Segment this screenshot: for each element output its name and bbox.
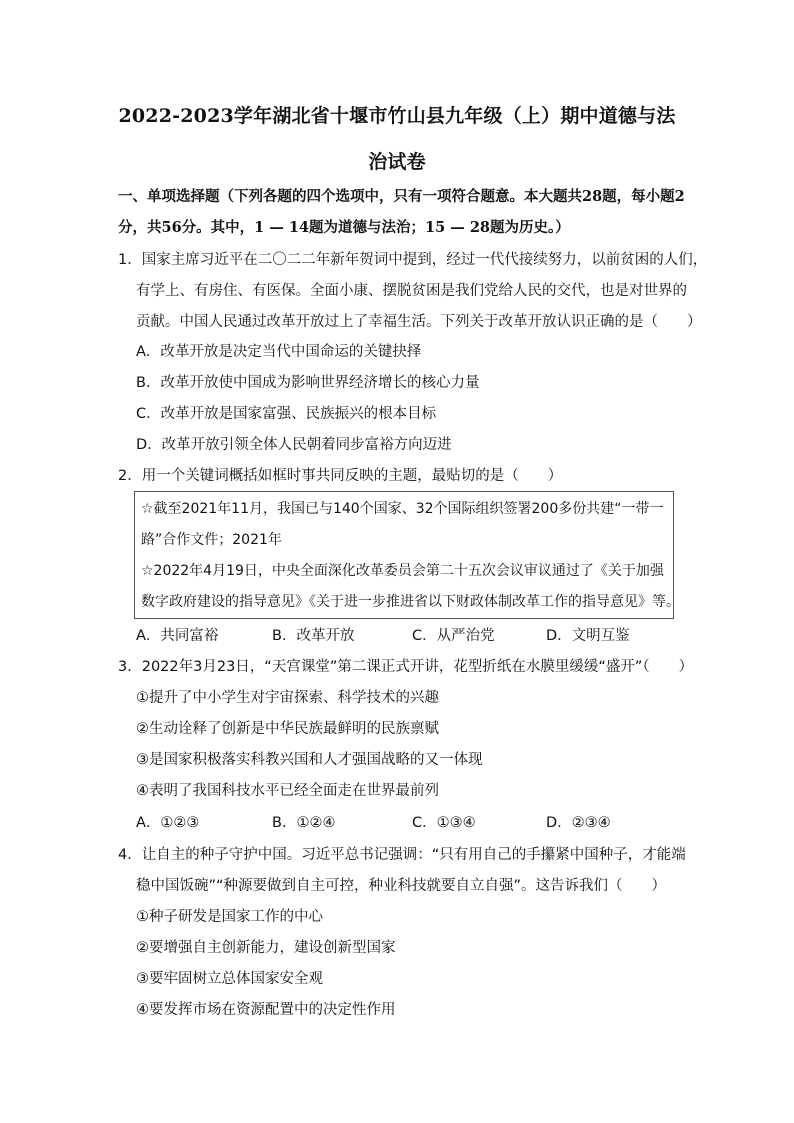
q2-box-line-3: ☆2022年4月19日，中央全面深化改革委员会第二十五次会议审议通过了《关于加强: [141, 563, 664, 579]
section-heading-line-2: 分，共56分。其中，1 — 14题为道德与法治；15 — 28题为历史。）: [118, 219, 570, 236]
q3-item-1: ①提升了中小学生对宇宙探索、科学技术的兴趣: [136, 690, 439, 706]
q3-item-4: ④表明了我国科技水平已经全面走在世界最前列: [136, 783, 439, 799]
q1-stem-line-3: 贡献。中国人民通过改革开放过上了幸福生活。下列关于改革开放认识正确的是（ ）: [136, 314, 702, 330]
q2-option-c: C．从严治党: [412, 628, 495, 644]
q4-item-4: ④要发挥市场在资源配置中的决定性作用: [136, 1002, 396, 1018]
q3-option-a: A．①②③: [136, 815, 200, 831]
q4-item-1: ①种子研发是国家工作的中心: [136, 909, 323, 925]
q2-stem: 2．用一个关键词概括如框时事共同反映的主题，最贴切的是（ ）: [118, 468, 563, 484]
q4-item-3: ③要牢固树立总体国家安全观: [136, 971, 323, 987]
q3-item-2: ②生动诠释了创新是中华民族最鲜明的民族禀赋: [136, 721, 439, 737]
exam-title-line-2: 治试卷: [368, 151, 426, 173]
q2-option-b: B．改革开放: [272, 628, 355, 644]
q4-item-2: ②要增强自主创新能力，建设创新型国家: [136, 940, 396, 956]
q3-option-c: C．①③④: [412, 815, 476, 831]
q2-box-line-1: ☆截至2021年11月，我国已与140个国家、32个国际组织签署200多份共建“一带一: [141, 501, 664, 517]
q2-box-line-2: 路”合作文件；2021年: [141, 532, 282, 548]
q4-stem-line-1: 4．让自主的种子守护中国。习近平总书记强调：“只有用自己的手攥紧中国种子，才能端: [118, 847, 686, 863]
q1-stem-line-1: 1．国家主席习近平在二〇二二年新年贺词中提到，经过一代代接续努力，以前贫困的人们，: [118, 252, 708, 268]
q3-item-3: ③是国家积极落实科教兴国和人才强国战略的又一体现: [136, 752, 483, 768]
q3-option-b: B．①②④: [272, 815, 336, 831]
section-heading-line-1: 一、单项选择题（下列各题的四个选项中，只有一项符合题意。本大题共28题，每小题2: [118, 188, 685, 205]
q3-option-d: D．②③④: [546, 815, 611, 831]
exam-title-line-1: 2022-2023学年湖北省十堰市竹山县九年级（上）期中道德与法: [118, 105, 676, 127]
q1-option-b: B．改革开放使中国成为影响世界经济增长的核心力量: [136, 375, 480, 391]
q3-stem: 3．2022年3月23日，“天宫课堂”第二课正式开讲，花型折纸在水膜里缓缓“盛开”（ ）: [118, 659, 694, 675]
q2-option-a: A．共同富裕: [136, 628, 219, 644]
q2-box-line-4: 数字政府建设的指导意见》《关于进一步推进省以下财政体制改革工作的指导意见》等。: [141, 594, 680, 610]
q4-stem-line-2: 稳中国饭碗”“种源要做到自主可控，种业科技就要自立自强”。这告诉我们（ ）: [136, 878, 667, 894]
q1-option-a: A．改革开放是决定当代中国命运的关键抉择: [136, 344, 422, 360]
q1-option-d: D．改革开放引领全体人民朝着同步富裕方向迈进: [136, 437, 452, 453]
q2-option-d: D．文明互鉴: [546, 628, 630, 644]
q1-option-c: C．改革开放是国家富强、民族振兴的根本目标: [136, 406, 437, 422]
q1-stem-line-2: 有学上、有房住、有医保。全面小康、摆脱贫困是我们党给人民的交代，也是对世界的: [136, 283, 687, 299]
